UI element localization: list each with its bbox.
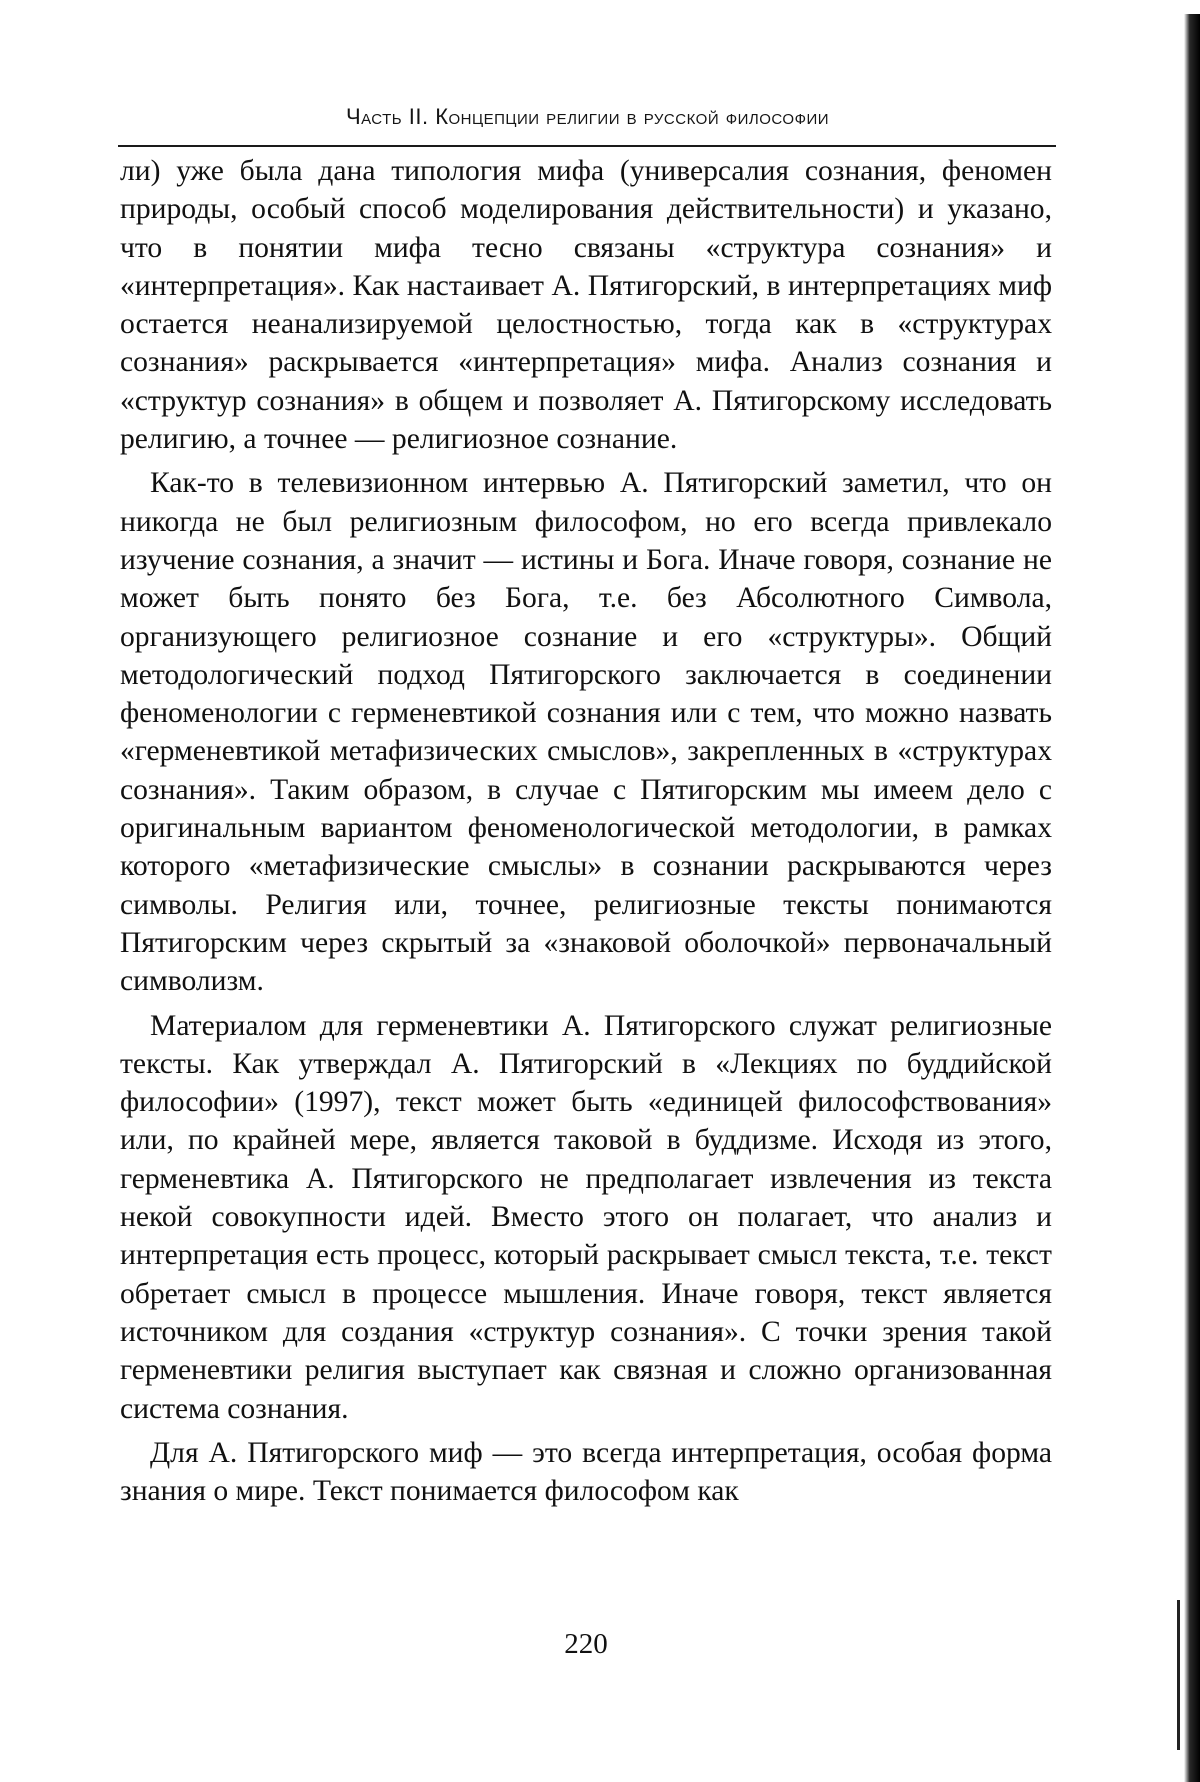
paragraph-1: ли) уже была дана типология мифа (универсалия сознания, феномен природы, особый способ моделирования действительности) и указано, что в понятии мифа тесно связаны «структура сознания» и «интерпретация». Как настаивает А. Пятигорский, в интерпретациях миф остается неанализируемой целостностью, тогда как в «структурах сознания» раскрывается «интерпретация» мифа. Анализ сознания и «структур сознания» в общем и позволяет А. Пятигорскому исследовать религию, а точнее — религиозное сознание. — [120, 155, 1052, 456]
body-text — [120, 152, 1052, 1516]
page-number: 220 — [564, 1628, 608, 1660]
scan-edge-mark — [1177, 1600, 1180, 1750]
paragraph-2: Как-то в телевизионном интервью А. Пятигорский заметил, что он никогда не был религиозным философом, но его всегда привлекало изучение сознания, а значит — истины и Бога. Иначе говоря, сознание не может быть понято без Бога, т.е. без Абсолютного Символа, организующего религиозное сознание и его «структуры». Общий методологический подход Пятигорского заключается в соединении феноменологии с герменевтикой сознания или с тем, что можно назвать «герменевтикой метафизических смыслов», закрепленных в «структурах сознания». Таким образом, в случае с Пятигорским мы имеем дело с оригинальным вариантом феноменологической методологии, в рамках которого «метафизические смыслы» в сознании раскрываются через символы. Религия или, точнее, религиозные тексты понимаются Пятигорским через скрытый за «знаковой оболочкой» первоначальный символизм. — [120, 467, 1052, 998]
running-head: Часть II. Концепции религии в русской философии — [345, 104, 830, 129]
paragraph-4: Для А. Пятигорского миф — это всегда интерпретация, особая форма знания о мире. Текст понимается философом как — [120, 1436, 1052, 1508]
header-rule — [118, 145, 1056, 147]
paragraph-3: Материалом для герменевтики А. Пятигорского служат религиозные тексты. Как утверждал А. Пятигорский в «Лекциях по буддийской философии» (1997), текст может быть «единицей философствования» или, по крайней мере, является таковой в буддизме. Исходя из этого, герменевтика А. Пятигорского не предполагает извлечения из текста некой совокупности идей. Вместо этого он полагает, что анализ и интерпретация есть процесс, который раскрывает смысл текста, т.е. текст обретает смысл в процессе мышления. Иначе говоря, текст является источником для создания «структур сознания». С точки зрения такой герменевтики религия выступает как связная и сложно организованная система сознания. — [120, 1009, 1052, 1425]
scan-binding-edge — [1184, 14, 1200, 1782]
